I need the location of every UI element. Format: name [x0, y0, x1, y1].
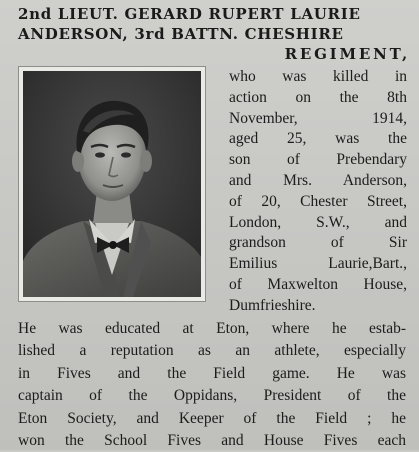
heading-line-1: 2nd LIEUT. GERARD RUPERT LAURIE [18, 5, 361, 23]
side-line: who was killed in [229, 68, 407, 85]
side-line: London, S.W., and [229, 213, 407, 231]
side-line: action on the 8th [229, 88, 407, 106]
portrait-photo [23, 71, 201, 297]
side-line: of Maxwelton House, [229, 275, 407, 293]
side-line: son of Prebendary [229, 151, 407, 169]
body-line: lished a reputation as an athlete, especially [18, 342, 406, 360]
side-line: grandson of Sir [229, 234, 407, 252]
side-column-text [229, 67, 407, 317]
side-line: Emilius Laurie,Bart., [229, 255, 407, 273]
heading-line-2: ANDERSON, 3rd BATTN. CHESHIRE [18, 25, 344, 43]
side-line: Dumfrieshire. [229, 296, 316, 314]
side-line: November, 1914, [229, 109, 407, 127]
portrait-frame [18, 66, 206, 302]
heading-line-3: REGIMENT, [284, 45, 410, 63]
body-line: won the School Fives and House Fives each [18, 431, 406, 449]
side-line: of 20, Chester Street, [229, 192, 407, 210]
body-line: in Fives and the Field game. He was [18, 364, 406, 382]
body-line: He was educated at Eton, where he estab- [18, 320, 406, 337]
side-line: and Mrs. Anderson, [229, 171, 407, 189]
body-paragraph [18, 318, 406, 452]
portrait-illustration [23, 71, 201, 297]
side-line: aged 25, was the [229, 130, 407, 148]
body-line: Eton Society, and Keeper of the Field ; he [18, 409, 406, 427]
body-line: captain of the Oppidans, President of the [18, 387, 406, 405]
